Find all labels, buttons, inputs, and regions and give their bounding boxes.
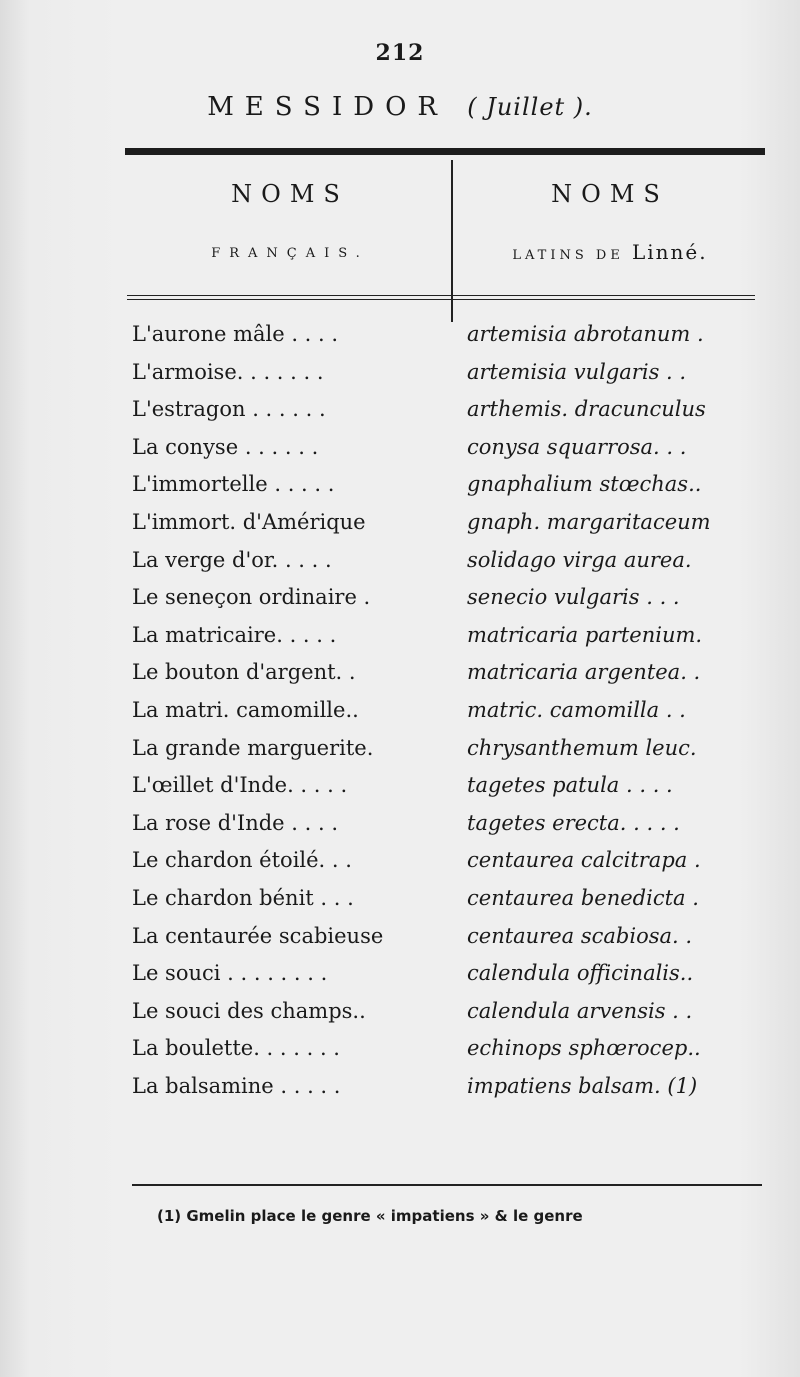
french-name: L'immortelle . . . . . <box>132 472 335 497</box>
table-row <box>0 811 800 846</box>
table-row <box>0 773 800 808</box>
table-row <box>0 435 800 470</box>
french-name: La matri. camomille.. <box>132 698 359 722</box>
left-column-heading: NOMS <box>231 180 349 208</box>
table-rule-top <box>127 295 755 296</box>
latin-name: gnaphalium stœchas.. <box>467 472 702 497</box>
table-row <box>0 510 800 545</box>
table-row <box>0 961 800 996</box>
french-name: L'œillet d'Inde. . . . . <box>132 773 348 798</box>
left-column-subheading: FRANÇAIS. <box>211 246 369 261</box>
right-column-heading: NOMS <box>551 180 669 208</box>
french-name: La grande marguerite. <box>132 735 374 760</box>
column-divider <box>451 160 453 322</box>
table-row <box>0 623 800 658</box>
table-row <box>0 999 800 1034</box>
right-column-subheading <box>460 240 760 264</box>
french-name: Le seneçon ordinaire . <box>132 585 371 610</box>
table-row <box>0 322 800 357</box>
table-row <box>0 736 800 771</box>
french-name: La balsamine . . . . . <box>132 1074 341 1098</box>
french-name: La boulette. . . . . . . <box>132 1036 340 1061</box>
title-sub: ( Juillet ). <box>467 93 593 121</box>
latin-name: centaurea benedicta . <box>467 886 699 910</box>
table-rule-bottom <box>127 299 755 300</box>
latin-name: centaurea calcitrapa . <box>467 848 701 873</box>
latin-name: impatiens balsam. (1) <box>467 1074 698 1098</box>
table-row <box>0 1074 800 1109</box>
french-name: Le chardon bénit . . . <box>132 886 354 910</box>
latin-name: matric. camomilla . . <box>467 698 686 722</box>
french-name: L'estragon . . . . . . <box>132 397 326 422</box>
latin-name: matricaria partenium. <box>467 622 703 647</box>
french-name: Le bouton d'argent. . <box>132 660 356 685</box>
french-name: La verge d'or. . . . . <box>132 547 332 572</box>
table-row <box>0 848 800 883</box>
french-name: Le chardon étoilé. . . <box>132 848 352 873</box>
table-row <box>0 360 800 395</box>
latin-name: conysa squarrosa. . . <box>467 434 687 459</box>
table-row <box>0 472 800 507</box>
french-name: L'immort. d'Amérique <box>132 510 366 534</box>
right-subheading-small: LATINS DE <box>512 248 624 263</box>
right-subheading-big: Linné. <box>631 240 708 264</box>
latin-name: tagetes erecta. . . . . <box>467 810 680 835</box>
header-rule <box>125 148 765 155</box>
page-number: 212 <box>375 40 425 66</box>
title-main: MESSIDOR <box>207 92 448 122</box>
table-row <box>0 585 800 620</box>
latin-name: tagetes patula . . . . <box>467 773 673 798</box>
latin-name: gnaph. margaritaceum <box>467 510 711 534</box>
latin-name: calendula arvensis . . <box>467 998 693 1023</box>
french-name: La matricaire. . . . . <box>132 622 337 647</box>
table-row <box>0 1036 800 1071</box>
footnote-rule <box>132 1184 762 1186</box>
latin-name: centaurea scabiosa. . <box>467 923 693 948</box>
french-name: L'aurone mâle . . . . <box>132 322 339 346</box>
latin-name: solidago virga aurea. <box>467 547 692 572</box>
latin-name: artemisia abrotanum . <box>467 322 704 346</box>
french-name: L'armoise. . . . . . . <box>132 359 324 384</box>
table-row <box>0 886 800 921</box>
french-name: La conyse . . . . . . <box>132 434 319 459</box>
table-row <box>0 397 800 432</box>
french-name: Le souci des champs.. <box>132 998 366 1023</box>
latin-name: senecio vulgaris . . . <box>467 585 680 610</box>
table-row <box>0 924 800 959</box>
french-name: Le souci . . . . . . . . <box>132 961 328 986</box>
latin-name: calendula officinalis.. <box>467 961 694 986</box>
table-row <box>0 660 800 695</box>
french-name: La centaurée scabieuse <box>132 923 384 948</box>
page-title <box>0 92 800 122</box>
table-row <box>0 698 800 733</box>
latin-name: chrysanthemum leuc. <box>467 735 697 760</box>
table-row <box>0 548 800 583</box>
footnote: (1) Gmelin place le genre « impatiens » & le genre <box>157 1207 583 1225</box>
latin-name: echinops sphœrocep.. <box>467 1036 701 1061</box>
latin-name: artemisia vulgaris . . <box>467 359 687 384</box>
latin-name: matricaria argentea. . <box>467 660 701 685</box>
french-name: La rose d'Inde . . . . <box>132 810 339 835</box>
latin-name: arthemis. dracunculus <box>467 397 706 422</box>
